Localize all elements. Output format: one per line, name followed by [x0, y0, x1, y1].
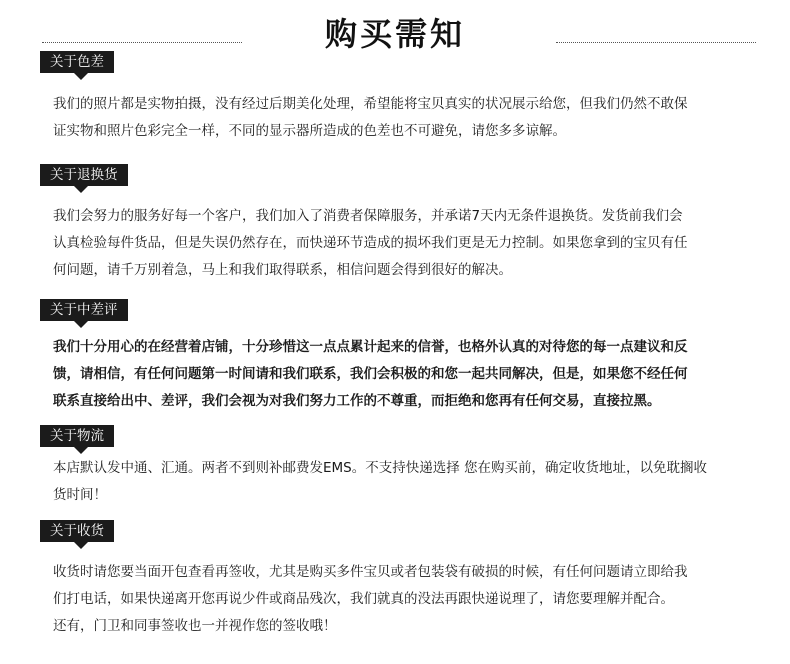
text-line: 还有，门卫和同事签收也一并视作您的签收哦！: [53, 618, 337, 634]
text-line: 证实物和照片色彩完全一样，不同的显示器所造成的色差也不可避免，请您多多谅解。: [53, 123, 566, 139]
section-tag-color-difference: 关于色差: [40, 51, 114, 73]
section-body-returns: [53, 203, 753, 284]
section-body-receiving: [53, 559, 753, 640]
tag-pointer-icon: [74, 186, 88, 193]
text-line: 何问题，请千万别着急，马上和我们取得联系，相信问题会得到很好的解决。: [53, 262, 512, 278]
text-line: 联系直接给出中、差评，我们会视为对我们努力工作的不尊重，而拒绝和您再有任何交易，直接拉黑。: [53, 393, 661, 409]
text-line: 们打电话，如果快递离开您再说少件或商品残次，我们就真的没法再跟快递说理了，请您要理解并配合。: [53, 591, 674, 607]
text-line: 货时间！: [53, 487, 107, 503]
section-body-reviews: [53, 334, 753, 415]
tag-pointer-icon: [74, 73, 88, 80]
text-line: 我们会努力的服务好每一个客户，我们加入了消费者保障服务，并承诺7天内无条件退换货。发货前我们会: [53, 208, 683, 224]
section-body-color-difference: [53, 91, 753, 145]
section-tag-reviews: 关于中差评: [40, 299, 128, 321]
page-title: 购买需知: [324, 15, 465, 53]
tag-pointer-icon: [74, 447, 88, 454]
header-divider-right: [556, 42, 756, 43]
section-body-shipping: [53, 455, 753, 509]
tag-pointer-icon: [74, 542, 88, 549]
text-line: 馈，请相信，有任何问题第一时间请和我们联系，我们会积极的和您一起共同解决，但是，如果您不经任何: [53, 366, 688, 382]
header: [0, 0, 790, 60]
text-line: 我们十分用心的在经营着店铺，十分珍惜这一点点累计起来的信誉，也格外认真的对待您的每一点建议和反: [53, 339, 688, 355]
section-tag-returns: 关于退换货: [40, 164, 128, 186]
text-line: 收货时请您要当面开包查看再签收，尤其是购买多件宝贝或者包装袋有破损的时候，有任何问题请立即给我: [53, 564, 688, 580]
section-tag-receiving: 关于收货: [40, 520, 114, 542]
text-line: 认真检验每件货品，但是失误仍然存在，而快递环节造成的损坏我们更是无力控制。如果您拿到的宝贝有任: [53, 235, 688, 251]
text-line: 我们的照片都是实物拍摄，没有经过后期美化处理，希望能将宝贝真实的状况展示给您，但我们仍然不敢保: [53, 96, 688, 112]
tag-pointer-icon: [74, 321, 88, 328]
text-line: 本店默认发中通、汇通。两者不到则补邮费发EMS。不支持快递选择 您在购买前，确定收货地址，以免耽搁收: [53, 460, 708, 476]
section-tag-shipping: 关于物流: [40, 425, 114, 447]
